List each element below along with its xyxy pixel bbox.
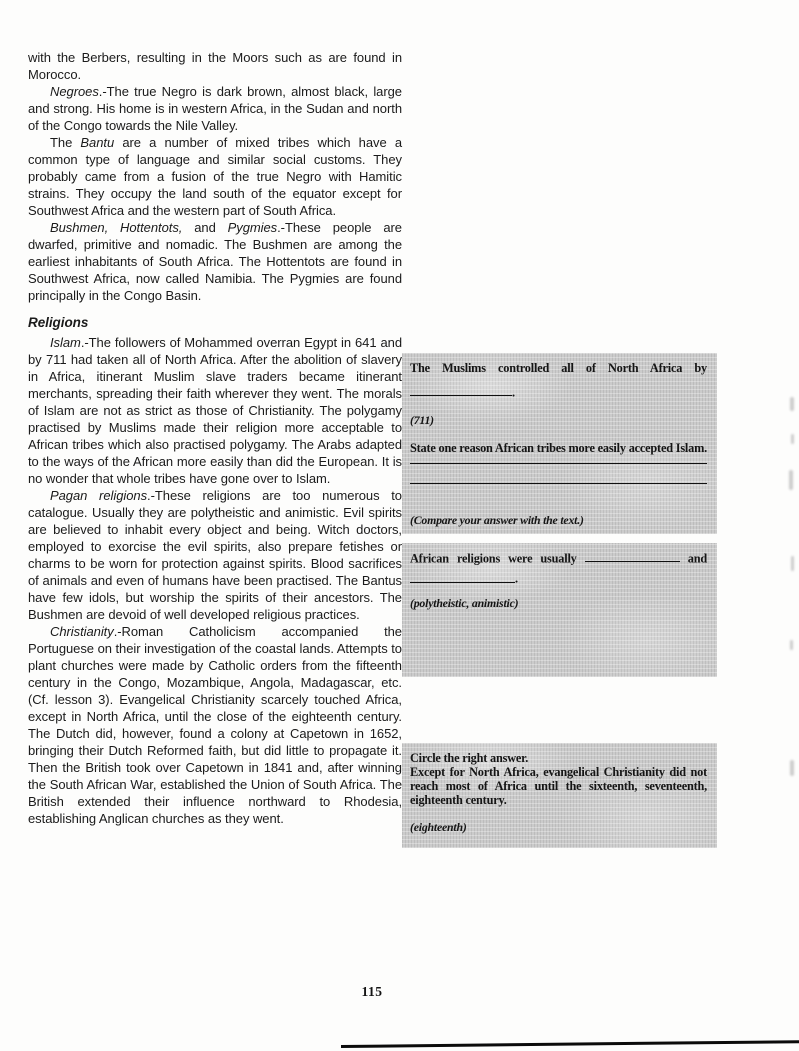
answer-blank bbox=[410, 385, 512, 396]
answer-key-polytheistic: (polytheistic, animistic) bbox=[410, 595, 519, 610]
instruction-text: Circle the right answer. bbox=[410, 751, 529, 765]
scan-smudge bbox=[791, 434, 794, 444]
question-text-reason: State one reason African tribes more easily accepted Islam. bbox=[410, 441, 707, 456]
answer-blank-row bbox=[410, 571, 707, 585]
question-pre: African religions were usually bbox=[410, 551, 577, 566]
answer-line bbox=[410, 464, 707, 484]
study-box-african-religions bbox=[402, 543, 717, 677]
body-text-column bbox=[28, 49, 402, 827]
question-text-evangelical: Except for North Africa, evangelical Christianity did not reach most of Africa until the sixteenth, seventeenth, eighteenth century. bbox=[410, 765, 707, 807]
paragraph-negroes: Negroes.-The true Negro is dark brown, almost black, large and strong. His home is in western Africa, in the Sudan and north of the Congo towards the Nile Valley. bbox=[28, 84, 402, 133]
answer-blank bbox=[585, 551, 680, 562]
compare-answer-note: (Compare your answer with the text.) bbox=[410, 513, 584, 528]
paragraph-berbers: with the Berbers, resulting in the Moors such as are found in Morocco. bbox=[28, 50, 402, 82]
study-box-circle-answer bbox=[402, 743, 717, 848]
scan-edge-line bbox=[341, 1040, 799, 1047]
answer-blank-row bbox=[410, 385, 707, 399]
question-mid: and bbox=[687, 551, 707, 566]
paragraph-islam: Islam.-The followers of Mohammed overran Egypt in 641 and by 711 had taken all of North Africa. After the abolition of slavery in Africa, itinerant Muslim slave traders became itinerant merchants, spreading their faith wherever they went. The morals of Islam are not as strict as those of Christianity. The polygamy practised by Muslims made their religion more acceptable to African tribes which also practised polygamy. The Arabs adapted to the ways of the African more easily than did the European. It is no wonder that whole tribes have gone over to Islam. bbox=[28, 335, 402, 486]
scan-smudge bbox=[790, 397, 794, 411]
scan-smudge bbox=[790, 640, 793, 650]
study-box-islam bbox=[402, 353, 717, 534]
answer-blank bbox=[410, 571, 515, 582]
paragraph-bushmen: Bushmen, Hottentots, and Pygmies.-These people are dwarfed, primitive and nomadic. The Bushmen are among the earliest inhabitants of South Africa. The Hottentots are found in Southwest Africa, now called Namibia. The Pygmies are found principally in the Congo Basin. bbox=[28, 220, 402, 303]
paragraph-christianity: Christianity.-Roman Catholicism accompanied the Portuguese on their investigation of the coastal lands. Attempts to plant churches were made by Catholic orders from the fifteenth century in the Congo, Mozambique, Angola, Madagascar, etc. (Cf. lesson 3). Evangelical Christianity scarcely touched Africa, except in North Africa, until the close of the eighteenth century. The Dutch did, however, found a colony at Capetown in 1652, bringing their Dutch Reformed faith, but did little to propagate it. Then the British took over Capetown in 1841 and, after winning the South African War, established the Union of South Africa. The British extended their influence northward to Rhodesia, establishing Anglican churches as they went. bbox=[28, 624, 402, 826]
answer-key-eighteenth: (eighteenth) bbox=[410, 820, 467, 834]
period: . bbox=[515, 571, 518, 586]
question-text-african-religions bbox=[410, 551, 707, 565]
answer-line bbox=[410, 455, 707, 464]
scan-smudge bbox=[789, 470, 793, 490]
period: . bbox=[512, 385, 515, 400]
page-number: 115 bbox=[361, 984, 383, 999]
paragraph-pagan-religions: Pagan religions.-These religions are too numerous to catalogue. Usually they are polytheistic and animistic. Evil spirits are believed to inhabit every object and being. Witch doctors, employed to exorcise the evil spirits, also prepare fetishes or charms to be worn for protection against spirits. Blood sacrifices of animals and even of humans have been practised. The Bantus have few idols, but worship the spirits of their ancestors. The Bushmen are devoid of well developed religious practices. bbox=[28, 488, 402, 622]
scan-smudge bbox=[790, 760, 794, 776]
question-text-muslims: The Muslims controlled all of North Africa by bbox=[410, 361, 707, 375]
answer-key-711: (711) bbox=[410, 413, 434, 428]
paragraph-bantu: The Bantu are a number of mixed tribes which have a common type of language and similar social customs. They probably came from a fusion of the true Negro with Hamitic strains. They occupy the land south of the equator except for Southwest Africa and the western part of South Africa. bbox=[28, 135, 402, 218]
scan-smudge bbox=[791, 556, 794, 571]
religions-heading: Religions bbox=[28, 315, 89, 330]
